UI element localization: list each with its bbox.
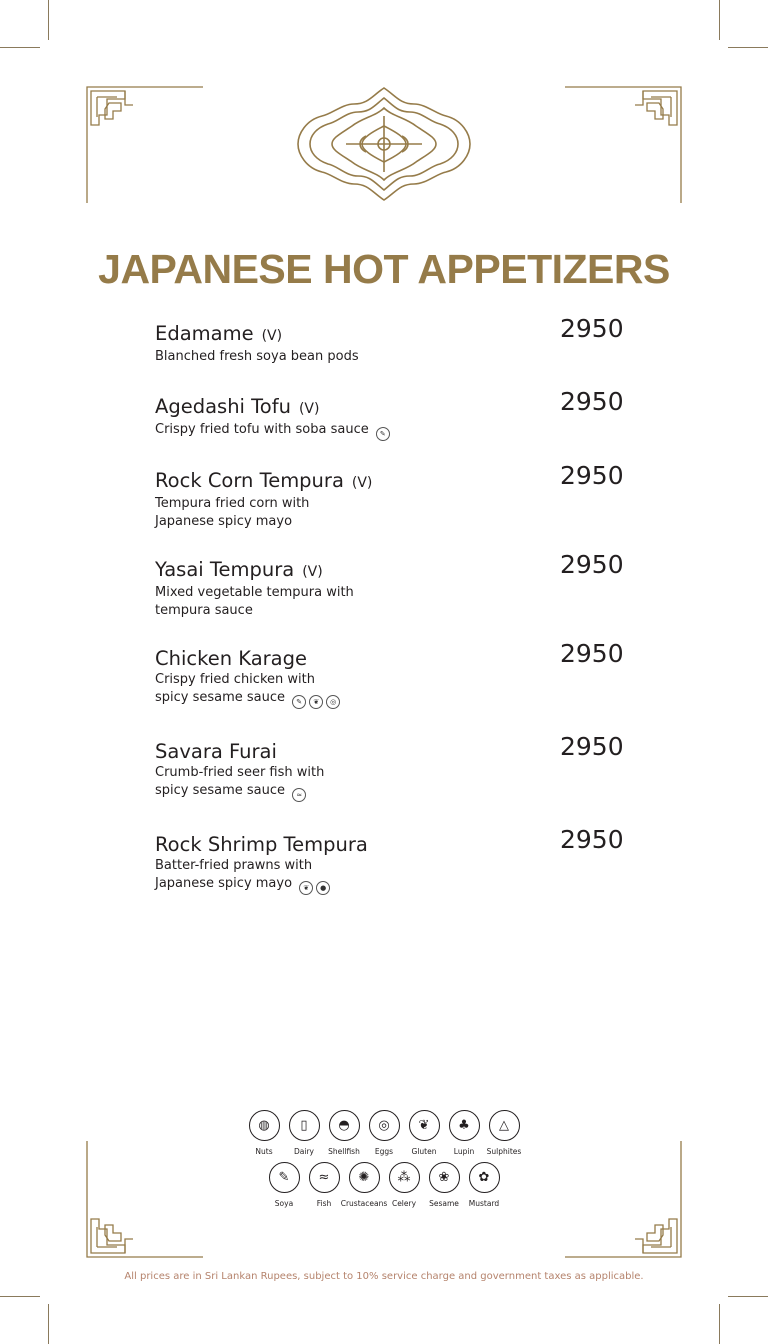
legend-item-fish — [307, 1162, 341, 1208]
soya-icon: ✎ — [269, 1162, 300, 1193]
legend-label: Lupin — [453, 1147, 475, 1156]
legend-item-eggs — [367, 1110, 401, 1156]
nuts-icon: ◍ — [249, 1110, 280, 1141]
legend-item-nuts — [247, 1110, 281, 1156]
legend-item-soya — [267, 1162, 301, 1208]
item-description: Japanese spicy mayo — [155, 514, 293, 529]
vegetarian-tag: (V) — [302, 564, 323, 580]
legend-label: Shellfish — [328, 1147, 360, 1156]
gluten-icon: ❦ — [409, 1110, 440, 1141]
legend-item-celery — [387, 1162, 421, 1208]
shellfish-icon: ● — [316, 881, 330, 895]
item-description: Crumb-fried seer fish with — [155, 765, 325, 780]
menu-item — [155, 314, 625, 366]
item-name: Edamame — [155, 322, 254, 345]
legend-label: Eggs — [374, 1147, 394, 1156]
ornamental-emblem — [296, 86, 472, 202]
legend-label: Celery — [391, 1199, 417, 1208]
legend-item-shellfish — [327, 1110, 361, 1156]
legend-item-dairy — [287, 1110, 321, 1156]
legend-item-sulphites — [487, 1110, 521, 1156]
corner-ornament-top-right — [563, 85, 683, 205]
item-name: Chicken Karage — [155, 647, 308, 670]
menu-item — [155, 639, 625, 709]
crop-mark — [728, 47, 768, 48]
crustaceans-icon: ✺ — [349, 1162, 380, 1193]
legend-label: Gluten — [411, 1147, 437, 1156]
crop-mark — [719, 1304, 720, 1344]
sesame-icon: ❀ — [429, 1162, 460, 1193]
vegetarian-tag: (V) — [298, 401, 320, 417]
celery-icon: ⁂ — [389, 1162, 420, 1193]
legend-label: Sesame — [429, 1199, 459, 1208]
item-price: 2950 — [560, 387, 624, 416]
legend-label: Dairy — [294, 1147, 314, 1156]
soya-icon: ✎ — [292, 695, 306, 709]
crop-mark — [728, 1296, 768, 1297]
legend-item-sesame — [427, 1162, 461, 1208]
item-name: Agedashi Tofu — [155, 395, 291, 418]
item-description: Crispy fried tofu with soba sauce — [155, 422, 369, 437]
item-description: spicy sesame sauce — [155, 690, 286, 705]
menu-item — [155, 550, 625, 620]
legend-label: Mustard — [468, 1199, 500, 1208]
fish-icon: ≈ — [309, 1162, 340, 1193]
corner-ornament-top-left — [85, 85, 205, 205]
sesame-icon: ❦ — [309, 695, 323, 709]
item-price: 2950 — [560, 461, 624, 490]
mustard-icon: ✿ — [469, 1162, 500, 1193]
item-name: Rock Shrimp Tempura — [155, 833, 368, 856]
item-description: Mixed vegetable tempura with — [155, 585, 354, 600]
legend-label: Nuts — [255, 1147, 273, 1156]
fish-icon: ≈ — [292, 788, 306, 802]
menu-item — [155, 732, 625, 802]
soya-icon: ✎ — [376, 427, 390, 441]
item-price: 2950 — [560, 732, 624, 761]
legend-label: Soya — [274, 1199, 294, 1208]
legend-label: Sulphites — [486, 1147, 522, 1156]
item-price: 2950 — [560, 825, 624, 854]
item-price: 2950 — [560, 314, 624, 343]
crop-mark — [0, 47, 40, 48]
vegetarian-tag: (V) — [351, 475, 373, 491]
menu-item — [155, 825, 625, 895]
page-title: JAPANESE HOT APPETIZERS — [98, 246, 670, 292]
allergen-legend-row-2 — [0, 1162, 768, 1208]
item-price: 2950 — [560, 639, 624, 668]
footer-note: All prices are in Sri Lankan Rupees, subject to 10% service charge and government taxes as applicable. — [124, 1271, 644, 1282]
item-price: 2950 — [560, 550, 624, 579]
shellfish-icon: ◓ — [329, 1110, 360, 1141]
item-description: tempura sauce — [155, 603, 253, 618]
legend-label: Crustaceans — [340, 1199, 388, 1208]
sulphites-icon: △ — [489, 1110, 520, 1141]
allergen-legend-row-1 — [0, 1110, 768, 1156]
legend-item-crustaceans — [340, 1162, 388, 1208]
vegetarian-tag: (V) — [261, 328, 283, 344]
crop-mark — [719, 0, 720, 40]
item-description: Crispy fried chicken with — [155, 672, 315, 687]
item-name: Rock Corn Tempura — [155, 469, 344, 492]
item-description: spicy sesame sauce — [155, 783, 286, 798]
item-description: Batter-fried prawns with — [155, 858, 313, 873]
sesame-icon: ❦ — [299, 881, 313, 895]
crop-mark — [48, 1304, 49, 1344]
item-name: Savara Furai — [155, 740, 277, 763]
crop-mark — [48, 0, 49, 40]
item-description: Tempura fried corn with — [155, 496, 310, 511]
legend-item-gluten — [407, 1110, 441, 1156]
legend-item-lupin — [447, 1110, 481, 1156]
menu-item — [155, 461, 625, 531]
dairy-icon: ▯ — [289, 1110, 320, 1141]
item-description: Japanese spicy mayo — [155, 876, 293, 891]
legend-item-mustard — [467, 1162, 501, 1208]
menu-item — [155, 387, 625, 441]
crop-mark — [0, 1296, 40, 1297]
legend-label: Fish — [316, 1199, 332, 1208]
lupin-icon: ♣ — [449, 1110, 480, 1141]
eggs-icon: ◎ — [369, 1110, 400, 1141]
eggs-icon: ◎ — [326, 695, 340, 709]
item-name: Yasai Tempura — [155, 558, 295, 581]
item-description: Blanched fresh soya bean pods — [155, 349, 359, 364]
